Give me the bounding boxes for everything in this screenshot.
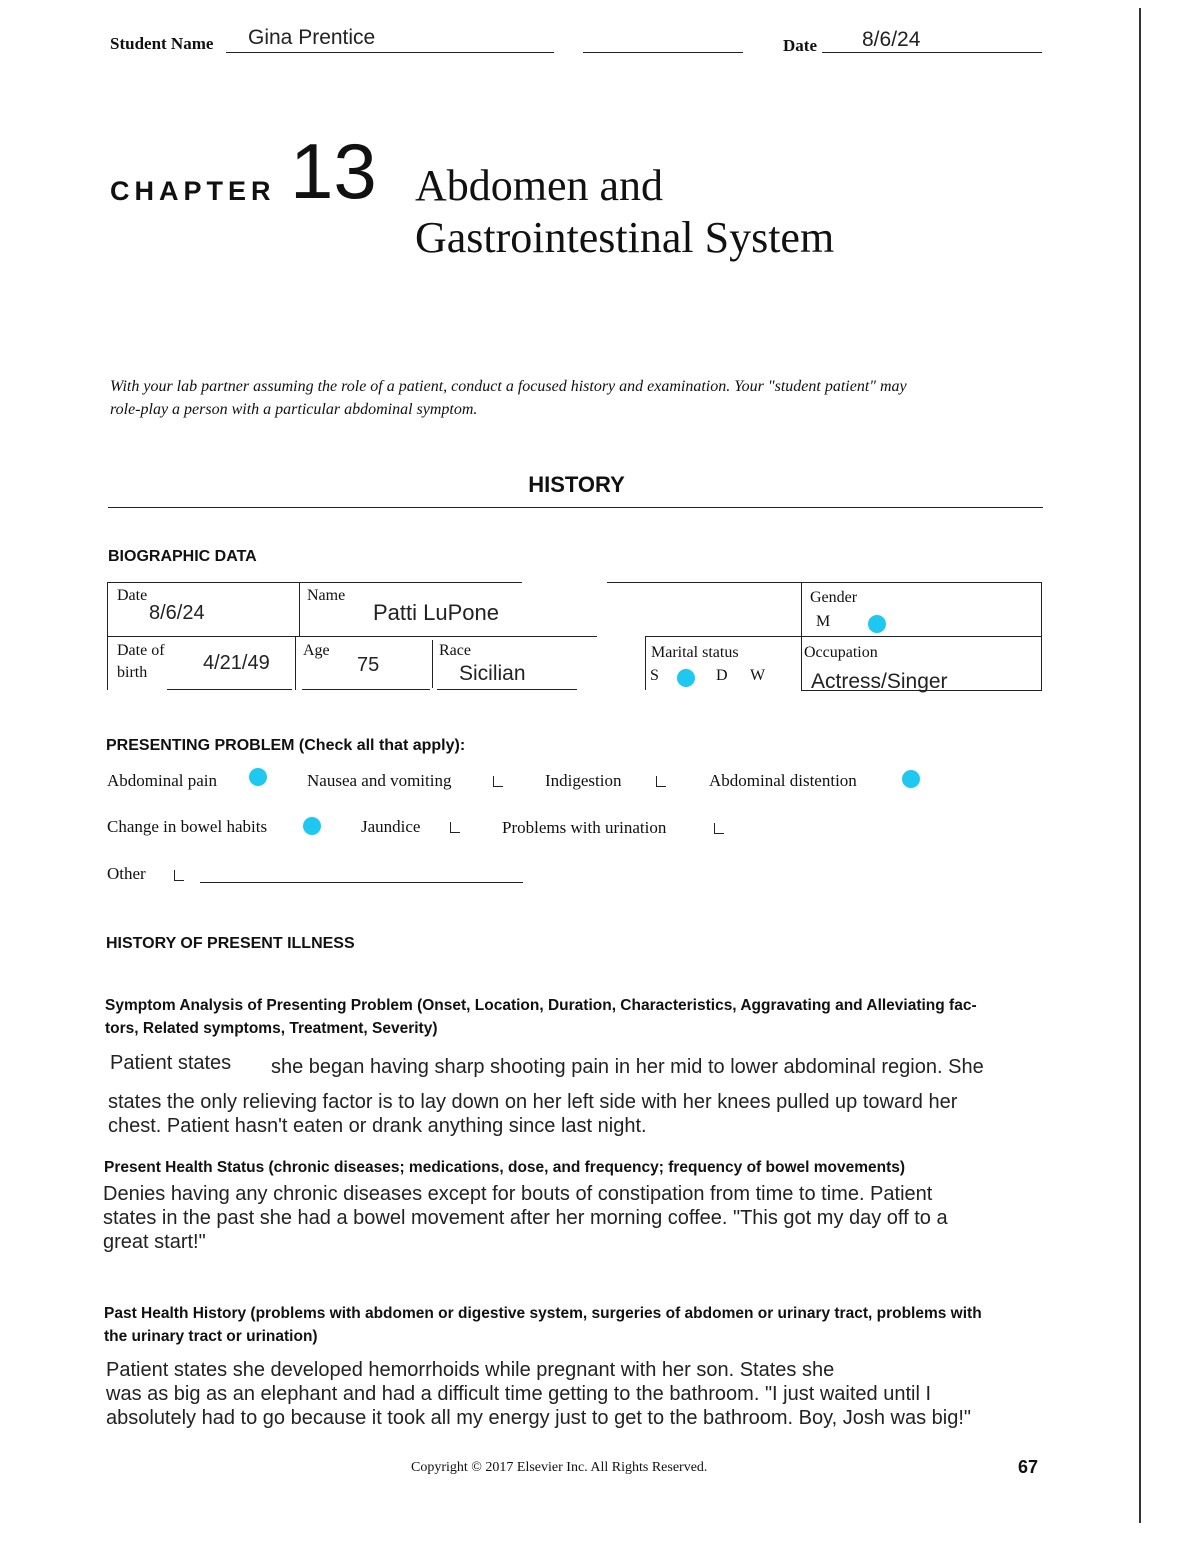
history-heading: HISTORY (528, 472, 625, 497)
blank-line (583, 52, 743, 53)
past-text-line-1: Patient states she developed hemorrhoids while pregnant with her son. States she (106, 1359, 835, 1381)
symptom-text-line-1b[interactable]: she began having sharp shooting pain in her mid to lower abdominal region. She (271, 1056, 984, 1078)
past-health-text[interactable] (106, 1358, 971, 1430)
marital-option-s[interactable]: S (650, 667, 659, 684)
past-text-line-3: absolutely had to go because it took all my energy just to get to the bathroom. Boy, Josh was big!" (106, 1407, 971, 1429)
present-text-line-1: Denies having any chronic diseases except for bouts of constipation from time to time. Patient (103, 1183, 933, 1205)
bio-occupation-field[interactable]: Actress/Singer (811, 670, 948, 693)
page-number: 67 (1018, 1457, 1039, 1477)
option-nausea-vomiting[interactable]: Nausea and vomiting (307, 771, 452, 790)
history-rule (108, 507, 1043, 508)
other-input-line[interactable] (200, 882, 523, 883)
instructions-line-1: With your lab partner assuming the role of a patient, conduct a focused history and examination. Your "student patient" may (110, 378, 907, 395)
bio-name-label: Name (307, 587, 346, 604)
bio-name-field[interactable]: Patti LuPone (373, 600, 499, 625)
indigestion-checkbox[interactable] (656, 772, 666, 790)
past-heading-line-2: the urinary tract or urination) (104, 1328, 318, 1345)
student-name-line (226, 52, 554, 53)
bio-race-label: Race (439, 642, 471, 659)
date-line (822, 52, 1042, 53)
past-heading-line-1: Past Health History (problems with abdomen or digestive system, surgeries of abdomen or urinary tract, problems with (104, 1305, 982, 1322)
bio-dob-label-1: Date of (117, 642, 165, 659)
option-urination[interactable]: Problems with urination (502, 818, 667, 837)
past-text-line-2: was as big as an elephant and had a difficult time getting to the bathroom. "I just waited until I (106, 1383, 932, 1405)
option-bowel-habits[interactable]: Change in bowel habits (107, 817, 268, 836)
symptom-text-line-1a[interactable]: Patient states (110, 1052, 232, 1074)
chapter-title-line-2: Gastrointestinal System (415, 213, 835, 262)
option-jaundice[interactable]: Jaundice (361, 817, 421, 836)
bio-date-field[interactable]: 8/6/24 (149, 602, 205, 624)
option-other[interactable]: Other (107, 864, 146, 883)
bio-gender-option-m[interactable]: M (816, 613, 831, 630)
option-abdominal-distention[interactable]: Abdominal distention (709, 771, 857, 790)
present-health-heading: Present Health Status (chronic diseases; medications, dose, and frequency; frequency of bowel movements) (104, 1159, 906, 1176)
symptom-heading-line-2: tors, Related symptoms, Treatment, Severity) (105, 1020, 438, 1037)
presenting-heading: PRESENTING PROBLEM (Check all that apply): (106, 737, 466, 754)
biographic-table (107, 582, 1042, 692)
chapter-title (415, 160, 834, 264)
present-text-line-2: states in the past she had a bowel movement after her morning coffee. "This got my day off to a (103, 1207, 948, 1229)
gender-f-marker[interactable] (868, 615, 886, 633)
past-health-heading (104, 1302, 1064, 1348)
date-field[interactable]: 8/6/24 (862, 28, 921, 51)
abdominal-distention-check[interactable] (902, 770, 920, 788)
symptom-text-line-3: chest. Patient hasn't eaten or drank anything since last night. (108, 1115, 647, 1137)
hpi-heading: HISTORY OF PRESENT ILLNESS (106, 935, 355, 952)
symptom-text-body[interactable] (108, 1090, 957, 1138)
bio-dob-label (117, 640, 165, 684)
bio-date-label: Date (117, 587, 148, 604)
option-abdominal-pain[interactable]: Abdominal pain (107, 771, 218, 790)
copyright: Copyright © 2017 Elsevier Inc. All Rights Reserved. (411, 1460, 708, 1475)
bowel-habits-check[interactable] (303, 817, 321, 835)
urination-checkbox[interactable] (714, 819, 724, 837)
nausea-checkbox[interactable] (493, 772, 503, 790)
instructions (110, 375, 1070, 421)
biographic-heading: BIOGRAPHIC DATA (108, 548, 257, 565)
marital-option-w[interactable]: W (750, 667, 766, 684)
student-name-field[interactable]: Gina Prentice (248, 26, 376, 49)
marital-option-d[interactable]: D (716, 667, 728, 684)
present-health-text[interactable] (103, 1182, 948, 1254)
jaundice-checkbox[interactable] (450, 818, 460, 836)
bio-marital-label: Marital status (651, 644, 739, 661)
date-label: Date (783, 36, 817, 55)
chapter-title-line-1: Abdomen and (415, 161, 664, 210)
scan-edge-line (1139, 8, 1141, 1523)
symptom-text-line-2: states the only relieving factor is to lay down on her left side with her knees pulled up toward her (108, 1091, 958, 1113)
other-checkbox[interactable] (174, 866, 184, 884)
bio-occupation-label: Occupation (804, 644, 878, 661)
bio-dob-field[interactable]: 4/21/49 (203, 652, 270, 674)
abdominal-pain-check[interactable] (249, 768, 267, 786)
bio-age-field[interactable]: 75 (357, 654, 380, 676)
chapter-label: CHAPTER (110, 176, 276, 206)
symptom-heading-line-1: Symptom Analysis of Presenting Problem (Onset, Location, Duration, Characteristics, Aggravating and Alleviating fac- (105, 997, 977, 1014)
option-indigestion[interactable]: Indigestion (545, 771, 622, 790)
bio-dob-label-2: birth (117, 664, 148, 681)
bio-age-label: Age (303, 642, 330, 659)
symptom-analysis-heading (105, 994, 1065, 1040)
marital-m-marker[interactable] (677, 669, 695, 687)
instructions-line-2: role-play a person with a particular abdominal symptom. (110, 401, 478, 418)
present-text-line-3: great start!" (103, 1231, 206, 1253)
bio-race-field[interactable]: Sicilian (459, 662, 526, 685)
chapter-number: 13 (290, 127, 377, 215)
bio-gender-label: Gender (810, 589, 858, 606)
student-name-label: Student Name (110, 34, 214, 53)
